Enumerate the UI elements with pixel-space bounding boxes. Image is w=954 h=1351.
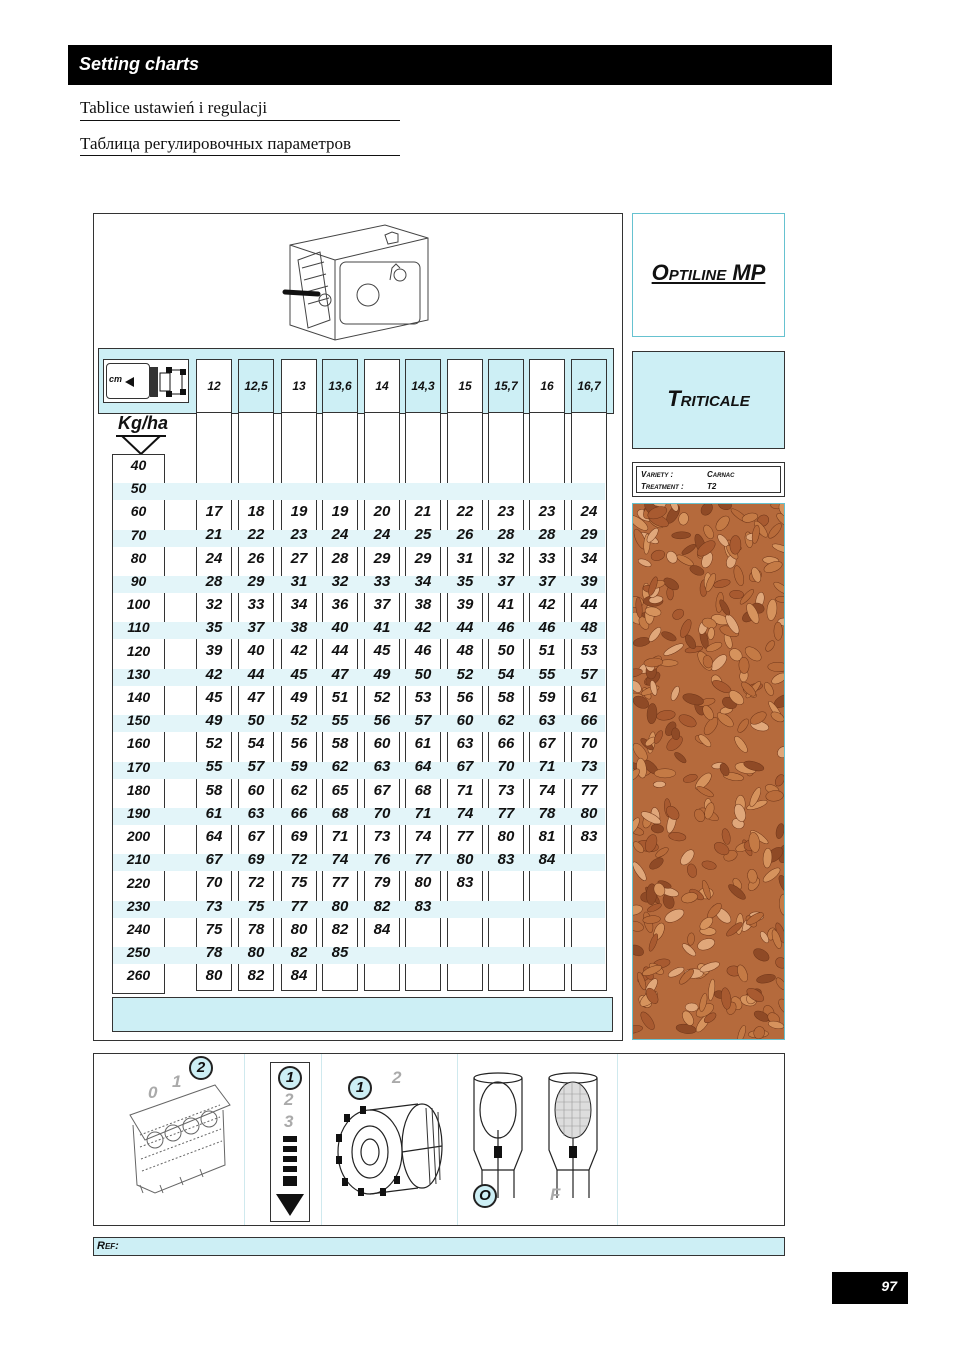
table-cell: 80 [247,944,265,961]
row-width-widget [103,359,189,403]
table-cell: 69 [290,828,308,845]
table-cell: 77 [456,828,474,845]
table-cell: 32 [497,549,515,567]
table-cell: 50 [497,642,515,660]
table-cell: 57 [580,665,598,683]
kg-row-label: 220 [126,874,151,891]
kg-row-label: 60 [130,503,147,520]
column-header: 14,3 [405,359,441,413]
table-cell: 62 [331,758,349,776]
table-cell: 19 [331,503,349,521]
crop-box [632,351,785,449]
table-cell: 71 [414,804,432,822]
variety-label: Variety : [641,470,674,479]
table-cell: 28 [205,572,223,590]
table-cell: 42 [290,642,308,660]
table-cell: 65 [331,781,349,799]
column-header: 12 [196,359,232,413]
crop-name: Triticale [667,386,750,411]
table-cell: 66 [580,712,598,729]
column-header: 13,6 [322,359,358,413]
table-cell: 23 [497,503,515,521]
table-cell: 85 [331,944,349,961]
table-cell: 47 [331,665,349,683]
table-cell: 75 [205,920,223,938]
kg-row-label: 260 [126,967,151,984]
table-cell: 20 [373,503,391,521]
table-cell: 48 [456,642,474,660]
table-cell: 80 [456,851,474,869]
lever-mark-0: 0 [148,1083,158,1102]
table-cell: 24 [373,526,391,544]
widget-unit-label: cm [109,374,123,384]
table-cell: 78 [247,920,265,938]
table-cell: 64 [205,828,223,845]
table-cell: 34 [580,549,598,567]
table-cell: 82 [373,897,391,915]
table-cell: 24 [331,526,349,544]
table-cell: 60 [456,712,474,729]
table-cell: 60 [247,781,265,799]
divider [617,1054,618,1225]
table-cell: 56 [456,688,474,706]
table-cell: 39 [205,642,223,660]
table-cell: 72 [247,874,265,892]
divider [321,1054,322,1225]
table-cell: 45 [290,665,308,683]
table-cell: 23 [290,526,308,544]
table-cell: 17 [205,503,223,521]
lever-illustration [125,1075,235,1200]
table-cell: 48 [580,619,598,637]
table-cell: 50 [247,712,265,729]
table-cell: 28 [331,549,349,567]
kg-row-label: 70 [130,526,147,543]
table-cell: 42 [205,665,223,683]
column-header: 16 [529,359,565,413]
table-cell: 84 [538,851,556,869]
table-cell: 84 [290,967,308,985]
table-cell: 67 [247,828,265,845]
table-cell: 79 [373,874,391,892]
table-cell: 73 [205,897,223,915]
table-cell: 53 [580,642,598,660]
gear-arrow-icon [274,1136,306,1218]
table-cell: 74 [538,781,556,799]
table-cell: 77 [331,874,349,892]
column-header: 13 [281,359,317,413]
table-cell: 83 [580,828,598,845]
table-cell: 33 [247,596,265,613]
table-cell: 37 [538,572,556,590]
table-cell: 26 [247,549,265,567]
table-cell: 70 [373,804,391,822]
table-cell: 22 [456,503,474,521]
unit-label: Kg/ha [118,413,169,433]
table-cell: 70 [580,735,598,753]
wheel-illustration [330,1100,450,1200]
table-cell: 37 [497,572,515,590]
grain-photo [632,503,785,1040]
table-cell: 33 [538,549,556,567]
table-cell: 67 [538,735,556,753]
treatment-label: Treatment : [641,482,684,491]
gear-mark-3: 3 [284,1112,294,1131]
table-cell: 71 [456,781,474,799]
kg-row-label: 190 [126,805,151,821]
row-stripe [113,483,605,500]
table-cell: 39 [456,596,474,613]
table-cell: 46 [497,619,515,637]
table-cell: 58 [331,735,349,753]
table-cell: 83 [497,851,515,869]
table-cell: 47 [247,688,265,706]
table-cell: 55 [538,665,556,683]
variety-box [632,462,785,497]
table-cell: 74 [331,851,349,869]
lever-selected-mark: 2 [189,1056,213,1080]
table-cell: 80 [205,967,223,985]
down-arrow-icon [114,434,168,456]
table-cell: 44 [247,665,265,683]
shutter-mark-f: F [550,1185,561,1204]
kg-row-label: 200 [126,828,151,845]
product-box [632,213,785,337]
table-cell: 62 [497,712,515,729]
table-cell: 63 [456,735,474,753]
table-cell: 51 [538,642,556,660]
table-cell: 44 [331,642,349,660]
table-cell: 25 [414,526,432,544]
table-cell: 83 [456,874,474,892]
table-cell: 61 [414,735,432,753]
kg-row-label: 130 [126,665,151,682]
gear-selected-mark: 1 [278,1066,302,1090]
table-cell: 56 [373,712,391,729]
table-cell: 21 [414,503,432,521]
table-cell: 55 [205,758,223,776]
table-cell: 50 [414,665,432,683]
table-cell: 31 [456,549,474,567]
kg-row-label: 90 [130,573,147,589]
table-cell: 23 [538,503,556,521]
grain-image [633,504,785,1040]
table-cell: 67 [205,851,223,869]
table-cell: 77 [290,897,308,915]
table-cell: 80 [290,920,308,938]
table-cell: 68 [414,781,432,799]
table-cell: 41 [373,619,391,637]
table-cell: 40 [331,619,349,637]
table-cell: 67 [456,758,474,776]
table-cell: 24 [205,549,223,567]
table-cell: 68 [331,804,349,822]
table-cell: 77 [414,851,432,869]
table-cell: 38 [414,596,432,613]
table-cell: 62 [290,781,308,799]
table-cell: 77 [580,781,598,799]
subtitle-underline [80,120,400,121]
table-cell: 29 [414,549,432,567]
table-cell: 75 [247,897,265,915]
table-cell: 34 [414,572,432,590]
table-cell: 52 [373,688,391,706]
shutter-illustration [468,1070,608,1200]
table-cell: 82 [331,920,349,938]
table-cell: 21 [205,526,223,544]
table-cell: 52 [205,735,223,753]
shutter-selected-mark: O [473,1184,497,1208]
column-header: 14 [364,359,400,413]
column-header: 15,7 [488,359,524,413]
column-header: 12,5 [238,359,274,413]
table-cell: 54 [247,735,265,753]
table-cell: 35 [205,619,223,637]
table-cell: 78 [538,804,556,822]
table-cell: 31 [290,572,308,590]
table-cell: 32 [331,572,349,590]
table-cell: 40 [247,642,265,660]
table-cell: 71 [331,828,349,845]
table-cell: 35 [456,572,474,590]
subtitle-russian: Таблица регулировочных параметров [80,134,352,153]
table-cell: 32 [205,596,223,613]
table-cell: 64 [414,758,432,776]
table-cell: 22 [247,526,265,544]
table-cell: 54 [497,665,515,683]
subtitle-underline [80,155,400,156]
table-cell: 76 [373,851,391,869]
table-cell: 37 [373,596,391,613]
table-cell: 78 [205,944,223,961]
table-cell: 46 [538,619,556,637]
table-cell: 49 [205,712,223,729]
divider [244,1054,245,1225]
table-cell: 45 [205,688,223,706]
kg-row-label: 50 [130,480,147,497]
table-cell: 80 [497,828,515,845]
table-cell: 19 [290,503,308,521]
table-cell: 80 [580,804,598,822]
lever-mark-1: 1 [172,1072,182,1091]
table-cell: 70 [205,874,223,892]
subtitle-polish: Tablice ustawień i regulacji [80,98,268,117]
notes-band [112,997,613,1032]
table-cell: 73 [497,781,515,799]
table-cell: 70 [497,758,515,776]
table-cell: 37 [247,619,265,637]
column-header: 15 [447,359,483,413]
table-cell: 60 [373,735,391,753]
kg-row-label: 150 [126,712,151,729]
table-cell: 24 [580,503,598,521]
table-cell: 61 [580,688,598,706]
table-cell: 49 [290,688,308,706]
table-cell: 82 [290,944,308,961]
page-number: 97 [881,1278,897,1294]
table-cell: 29 [373,549,391,567]
table-cell: 66 [497,735,515,753]
table-cell: 42 [538,596,556,613]
ref-label: Ref: [97,1240,119,1252]
tractor-icon [122,365,188,399]
wheel-selected-mark: 1 [348,1076,372,1100]
header-title: Setting charts [79,54,200,74]
table-cell: 61 [205,804,223,822]
kg-row-label: 210 [126,851,151,868]
table-cell: 77 [497,804,515,822]
kg-row-label: 110 [127,619,150,636]
kg-row-label: 40 [130,457,147,473]
header-bar [68,45,832,85]
table-cell: 59 [538,688,556,706]
table-cell: 18 [247,503,265,521]
table-cell: 82 [247,967,265,985]
divider [457,1054,458,1225]
ref-box [93,1237,785,1256]
table-cell: 46 [414,642,432,660]
table-cell: 29 [247,572,265,590]
table-cell: 58 [497,688,515,706]
table-cell: 28 [538,526,556,544]
table-cell: 57 [414,712,432,729]
column-header: 16,7 [571,359,607,413]
table-cell: 74 [456,804,474,822]
treatment-value: T2 [707,482,717,491]
table-cell: 56 [290,735,308,753]
kg-row-label: 120 [126,642,151,659]
table-cell: 67 [373,781,391,799]
wheel-mark-2: 2 [392,1068,402,1087]
table-cell: 52 [290,712,308,729]
product-name: Optiline MP [651,260,766,285]
table-cell: 28 [497,526,515,544]
kg-row-label: 160 [126,735,151,752]
kg-row-label: 170 [126,758,151,775]
table-cell: 38 [290,619,308,637]
kg-row-label: 80 [130,549,147,566]
table-cell: 42 [414,619,432,637]
table-cell: 81 [538,828,556,845]
table-cell: 80 [414,874,432,892]
kg-row-label: 240 [126,921,151,937]
table-cell: 63 [373,758,391,776]
table-cell: 33 [373,572,391,590]
kg-row-label: 180 [126,781,151,798]
table-cell: 27 [290,549,308,567]
seed-drill-illustration [280,220,430,345]
table-cell: 73 [580,758,598,776]
table-cell: 29 [580,526,598,544]
table-cell: 57 [247,758,265,776]
table-cell: 36 [331,596,349,613]
table-cell: 83 [414,897,432,915]
table-cell: 75 [290,874,308,892]
kg-row-label: 140 [126,689,151,705]
table-cell: 66 [290,804,308,822]
table-cell: 44 [456,619,474,637]
table-cell: 63 [538,712,556,729]
table-cell: 41 [497,596,515,613]
kg-row-label: 250 [126,944,151,961]
table-cell: 34 [290,596,308,613]
table-cell: 51 [331,688,349,706]
kg-row-label: 230 [126,897,151,914]
page-number-box [832,1272,908,1304]
table-cell: 39 [580,572,598,590]
table-cell: 84 [373,920,391,938]
table-cell: 80 [331,897,349,915]
table-cell: 59 [290,758,308,776]
table-cell: 53 [414,688,432,706]
gear-mark-2: 2 [284,1090,294,1109]
table-cell: 45 [373,642,391,660]
variety-value: Carnac [707,470,735,479]
kg-row-label: 100 [126,596,151,613]
table-cell: 55 [331,712,349,729]
table-cell: 74 [414,828,432,845]
table-cell: 63 [247,804,265,822]
table-cell: 71 [538,758,556,776]
table-cell: 73 [373,828,391,845]
table-cell: 52 [456,665,474,683]
table-cell: 26 [456,526,474,544]
table-cell: 72 [290,851,308,869]
table-cell: 44 [580,596,598,613]
table-cell: 69 [247,851,265,869]
table-cell: 49 [373,665,391,683]
table-cell: 58 [205,781,223,799]
